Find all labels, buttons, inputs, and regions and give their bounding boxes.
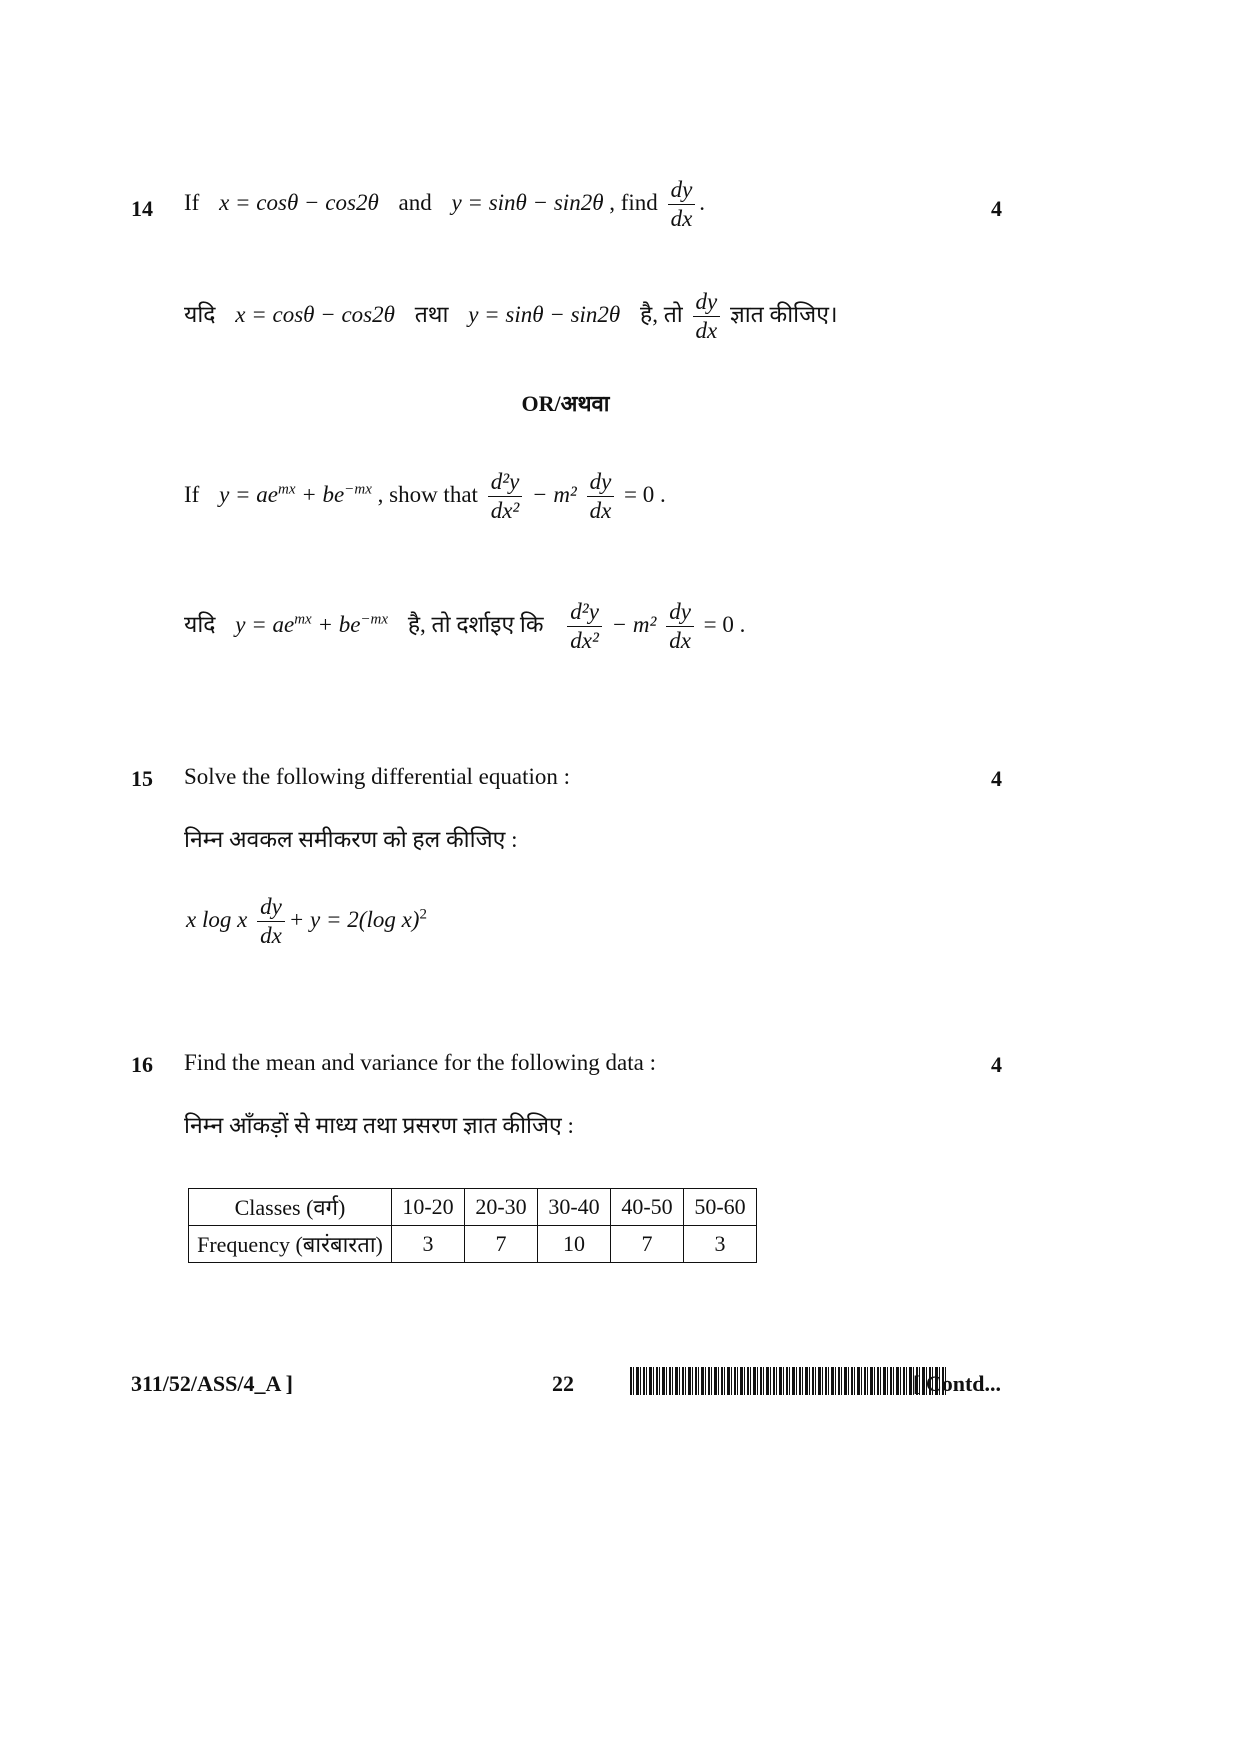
q16-hindi: निम्न आँकड़ों से माध्य तथा प्रसरण ज्ञात कीजिए : xyxy=(184,1113,574,1138)
or-label: OR/अथवा xyxy=(521,391,610,416)
alt-if: If xyxy=(184,481,200,507)
alt-hi-derivative-fraction xyxy=(666,600,694,653)
alt-hi-second-derivative-fraction xyxy=(567,600,602,653)
row-label-frequency: Frequency (बारंबारता) xyxy=(189,1226,392,1263)
fraction-denominator: dx xyxy=(670,206,693,232)
fraction-denominator: dx² xyxy=(490,498,520,524)
q14-hi-derivative-fraction xyxy=(693,290,721,343)
alt-second-derivative-fraction xyxy=(488,470,523,523)
q16-marks: 4 xyxy=(991,1052,1002,1077)
row-label-classes: Classes (वर्ग) xyxy=(189,1189,392,1226)
alt-show-that: , show that xyxy=(377,481,478,507)
q14-find: , find xyxy=(609,189,658,215)
class-cell: 20-30 xyxy=(465,1189,538,1226)
frequency-cell: 7 xyxy=(611,1226,684,1263)
alt-sup1: mx xyxy=(278,481,296,498)
frequency-cell: 7 xyxy=(465,1226,538,1263)
q14-derivative-fraction xyxy=(668,178,696,231)
q15-english: Solve the following differential equation : xyxy=(184,764,571,789)
fraction-numerator: dy xyxy=(668,178,696,205)
q14-hi-gyat: ज्ञात कीजिए। xyxy=(729,301,838,327)
table-row-frequency xyxy=(189,1226,757,1263)
q14-end: . xyxy=(699,189,706,215)
alt-derivative-fraction xyxy=(587,470,615,523)
fraction-denominator: dx xyxy=(589,498,612,524)
q15-marks: 4 xyxy=(991,766,1002,791)
frequency-table-wrap xyxy=(188,1188,757,1263)
fraction-numerator: dy xyxy=(257,895,285,922)
frequency-cell: 3 xyxy=(392,1226,465,1263)
barcode-icon xyxy=(630,1367,948,1395)
q15-eq-right: + y = 2(log x) xyxy=(288,906,420,932)
q15-equation xyxy=(186,895,427,948)
q14-marks: 4 xyxy=(991,196,1002,221)
paper-code: 311/52/ASS/4_A ] xyxy=(131,1371,293,1396)
alt-hi-sup1: mx xyxy=(294,611,312,628)
frequency-cell: 3 xyxy=(684,1226,757,1263)
alt-hi-sup2: −mx xyxy=(360,611,389,628)
fraction-denominator: dx² xyxy=(570,628,599,654)
class-cell: 50-60 xyxy=(684,1189,757,1226)
alt-hi-mid: + be xyxy=(311,611,361,637)
q16-english: Find the mean and variance for the following data : xyxy=(184,1050,656,1075)
or-divider xyxy=(0,388,1186,418)
q15-eq-sup: 2 xyxy=(419,906,427,923)
class-cell: 40-50 xyxy=(611,1189,684,1226)
fraction-denominator: dx xyxy=(695,318,718,344)
q14-if: If xyxy=(184,189,200,215)
q14-hi-y-eq: y = sinθ − sin2θ xyxy=(468,301,621,327)
frequency-cell: 10 xyxy=(538,1226,611,1263)
q16-number: 16 xyxy=(131,1052,153,1077)
q14-hi-yadi: यदि xyxy=(184,301,216,327)
alt-minus-m2: − m² xyxy=(532,481,577,507)
q15-number: 15 xyxy=(131,766,153,791)
fraction-numerator: dy xyxy=(666,600,694,627)
q15-eq-left: x log x xyxy=(186,906,248,932)
fraction-numerator: d²y xyxy=(488,470,523,497)
fraction-denominator: dx xyxy=(669,628,691,654)
fraction-numerator: dy xyxy=(693,290,721,317)
q15-hindi: निम्न अवकल समीकरण को हल कीजिए : xyxy=(184,827,518,852)
class-cell: 10-20 xyxy=(392,1189,465,1226)
q14-y-eq: y = sinθ − sin2θ xyxy=(451,189,604,215)
alt-hi-show: है, तो दर्शाइए कि xyxy=(407,611,544,637)
alt-mid: + be xyxy=(295,481,345,507)
q14-english xyxy=(184,178,705,231)
q14-and: and xyxy=(398,189,432,215)
fraction-denominator: dx xyxy=(260,923,282,949)
alt-hi-equals-zero: = 0 . xyxy=(703,611,746,637)
contd-label: [ Contd... xyxy=(913,1371,1002,1396)
q14-hi-x-eq: x = cosθ − cos2θ xyxy=(235,301,395,327)
class-cell: 30-40 xyxy=(538,1189,611,1226)
alt-hi-minus-m2: − m² xyxy=(611,611,657,637)
q14-x-eq: x = cosθ − cos2θ xyxy=(219,189,379,215)
frequency-table xyxy=(188,1188,757,1263)
alt-expr: y = ae xyxy=(219,481,279,507)
alt-hi-yadi: यदि xyxy=(184,611,216,637)
q14-number: 14 xyxy=(131,196,153,221)
alt-hi-expr: y = ae xyxy=(235,611,295,637)
q14-hi-hai-to: है, तो xyxy=(639,301,683,327)
q14-alt-english xyxy=(184,470,666,523)
q14-hindi xyxy=(184,290,838,343)
alt-equals-zero: = 0 . xyxy=(624,481,666,507)
fraction-numerator: dy xyxy=(587,470,615,497)
q14-hi-tatha: तथा xyxy=(414,301,449,327)
fraction-numerator: d²y xyxy=(567,600,602,627)
page-number: 22 xyxy=(552,1371,574,1396)
table-row-classes xyxy=(189,1189,757,1226)
q14-alt-hindi xyxy=(184,600,745,653)
alt-sup2: −mx xyxy=(344,481,372,498)
q15-derivative-fraction xyxy=(257,895,285,948)
